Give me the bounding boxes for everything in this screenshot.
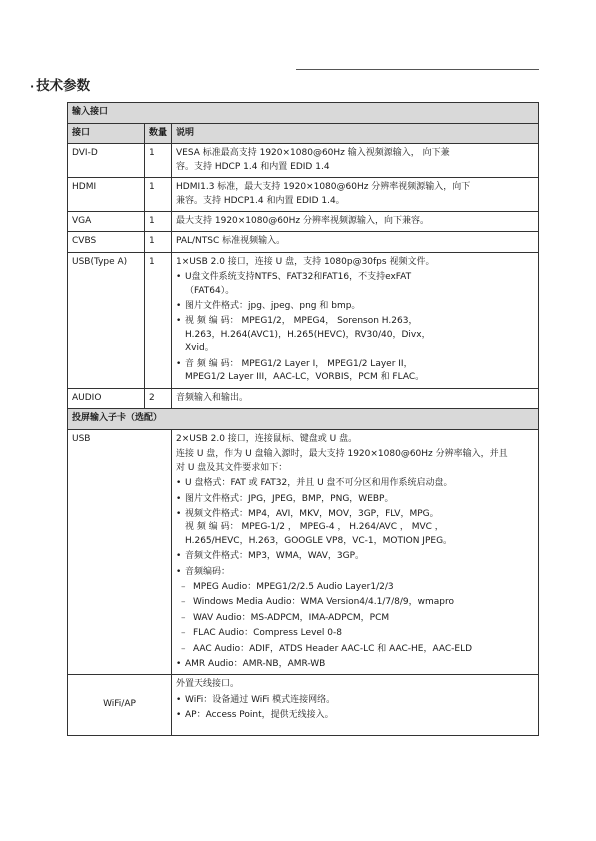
description-line: 音频输入和输出。	[176, 392, 249, 403]
description-cell	[172, 252, 539, 388]
spec-table	[67, 102, 539, 736]
description-intro: 2×USB 2.0 接口，连接鼠标、键盘或 U 盘。	[176, 433, 358, 444]
interface-cell: DVI-D	[68, 144, 145, 178]
table-row	[68, 429, 539, 675]
bullet-dot-icon: ·	[30, 80, 35, 93]
description-line: 兼容。支持 HDCP1.4 和内置 EDID 1.4。	[176, 195, 345, 206]
codec-item: – AAC Audio：ADIF，ATDS Header AAC-LC 和 AAC-HE，AAC-ELD	[176, 643, 534, 656]
description-cell	[172, 178, 539, 212]
bullet-icon: •	[176, 316, 182, 327]
list-item: • U盘文件系统支持NTFS、FAT32和FAT16，不支持exFAT （FAT64）。	[176, 272, 412, 296]
bullet-icon: •	[176, 710, 182, 721]
table-row	[68, 675, 539, 735]
col-header-description: 说明	[172, 124, 539, 144]
dash-icon: –	[181, 643, 186, 654]
list-item: • WiFi：设备通过 WiFi 模式连接网络。	[176, 694, 534, 707]
codec-item: – FLAC Audio：Compress Level 0-8	[176, 627, 534, 640]
bullet-icon: •	[176, 659, 182, 669]
dash-icon: –	[181, 581, 186, 592]
bullet-icon: •	[176, 508, 182, 519]
col-header-quantity: 数量	[145, 124, 172, 144]
list-item: • 视 频 编 码： MPEG1/2， MPEG4， Sorenson H.263， H.263，H.264(AVC1)，H.265(HEVC)，RV30/40，Divx， Xvid。	[176, 316, 431, 354]
quantity-cell: 1	[145, 232, 172, 252]
list-item: • 图片文件格式：JPG，JPEG，BMP，PNG，WEBP。	[176, 493, 534, 506]
bullet-icon: •	[176, 551, 182, 562]
description-cell	[172, 429, 539, 675]
interface-cell: USB	[68, 429, 172, 675]
table-row	[68, 212, 539, 232]
section-row-option	[68, 408, 539, 429]
interface-cell: WiFi/AP	[68, 675, 172, 735]
description-line: 对 U 盘及其文件要求如下：	[176, 462, 288, 473]
description-line: VESA 标准最高支持 1920×1080@60Hz 输入视频源输入， 向下兼	[176, 148, 450, 159]
description-line: HDMI1.3 标准，最大支持 1920×1080@60Hz 分辨率视频源输入，向下	[176, 182, 471, 193]
table-row	[68, 252, 539, 388]
bullet-icon: •	[176, 301, 182, 312]
table-row	[68, 178, 539, 212]
bullet-icon: •	[176, 694, 182, 705]
section-label: 输入接口	[68, 103, 539, 124]
description-intro: 外置天线接口。	[176, 679, 240, 690]
table-row	[68, 388, 539, 408]
description-line: 最大支持 1920×1080@60Hz 分辨率视频源输入，向下兼容。	[176, 216, 430, 227]
list-item: • AP：Access Point，提供无线接入。	[176, 709, 534, 722]
list-item: • U 盘格式：FAT 或 FAT32，并且 U 盘不可分区和用作系统启动盘。	[176, 477, 534, 490]
interface-cell: HDMI	[68, 178, 145, 212]
quantity-cell: 1	[145, 212, 172, 232]
description-cell	[172, 212, 539, 232]
description-line: 容。支持 HDCP 1.4 和内置 EDID 1.4	[176, 161, 330, 172]
description-cell	[172, 144, 539, 178]
bullet-icon: •	[176, 478, 182, 489]
codec-item: – Windows Media Audio：WMA Version4/4.1/7/8/9，wmapro	[176, 596, 534, 609]
header-rule	[296, 69, 539, 70]
section-heading	[30, 74, 90, 94]
description-line: 连接 U 盘，作为 U 盘输入源时，最大支持 1920×1080@60Hz 分辨率输入，并且	[176, 449, 508, 460]
quantity-cell: 1	[145, 178, 172, 212]
dash-icon: –	[181, 597, 186, 608]
bullet-icon: •	[176, 493, 182, 504]
description-cell	[172, 232, 539, 252]
description-cell	[172, 388, 539, 408]
codec-item: – WAV Audio：MS-ADPCM，IMA-ADPCM，PCM	[176, 612, 534, 625]
header-row	[68, 124, 539, 144]
interface-cell: VGA	[68, 212, 145, 232]
list-item: • AMR Audio：AMR-NB，AMR-WB	[176, 658, 534, 671]
dash-icon: –	[181, 612, 186, 623]
quantity-cell: 1	[145, 144, 172, 178]
section-label: 投屏输入子卡（选配）	[68, 408, 539, 429]
interface-cell: CVBS	[68, 232, 145, 252]
bullet-icon: •	[176, 566, 182, 577]
quantity-cell: 1	[145, 252, 172, 388]
codec-item: – MPEG Audio：MPEG1/2/2.5 Audio Layer1/2/3	[176, 581, 534, 594]
interface-cell: AUDIO	[68, 388, 145, 408]
quantity-cell: 2	[145, 388, 172, 408]
bullet-icon: •	[176, 272, 182, 283]
list-item: • 音 频 编 码： MPEG1/2 Layer I， MPEG1/2 Layer II， MPEG1/2 Layer III，AAC-LC，VORBIS，PCM 和 FLAC。	[176, 358, 425, 383]
interface-cell: USB(Type A)	[68, 252, 145, 388]
dash-icon: –	[181, 628, 186, 639]
list-item: • 音频文件格式：MP3，WMA，WAV，3GP。	[176, 550, 534, 563]
table-row	[68, 144, 539, 178]
table-row	[68, 232, 539, 252]
description-cell	[172, 675, 539, 735]
section-row-input	[68, 103, 539, 124]
list-item: • 图片文件格式：jpg、jpeg、png 和 bmp。	[176, 300, 534, 313]
section-title: 技术参数	[36, 78, 91, 94]
description-intro: 1×USB 2.0 接口，连接 U 盘，支持 1080p@30fps 视频文件。	[176, 256, 435, 267]
bullet-icon: •	[176, 358, 182, 369]
list-item: • 音频编码：	[176, 566, 534, 579]
col-header-interface: 接口	[68, 124, 145, 144]
description-line: PAL/NTSC 标准视频输入。	[176, 236, 286, 247]
list-item: • 视频文件格式：MP4，AVI，MKV，MOV，3GP，FLV，MPG。 视 频 编 码： MPEG-1/2 ， MPEG-4 ， H.264/AVC ， MVC ， H.265/HEVC，H.263，GOOGLE VP8，VC-1，MOTION JPEG。	[176, 508, 453, 546]
